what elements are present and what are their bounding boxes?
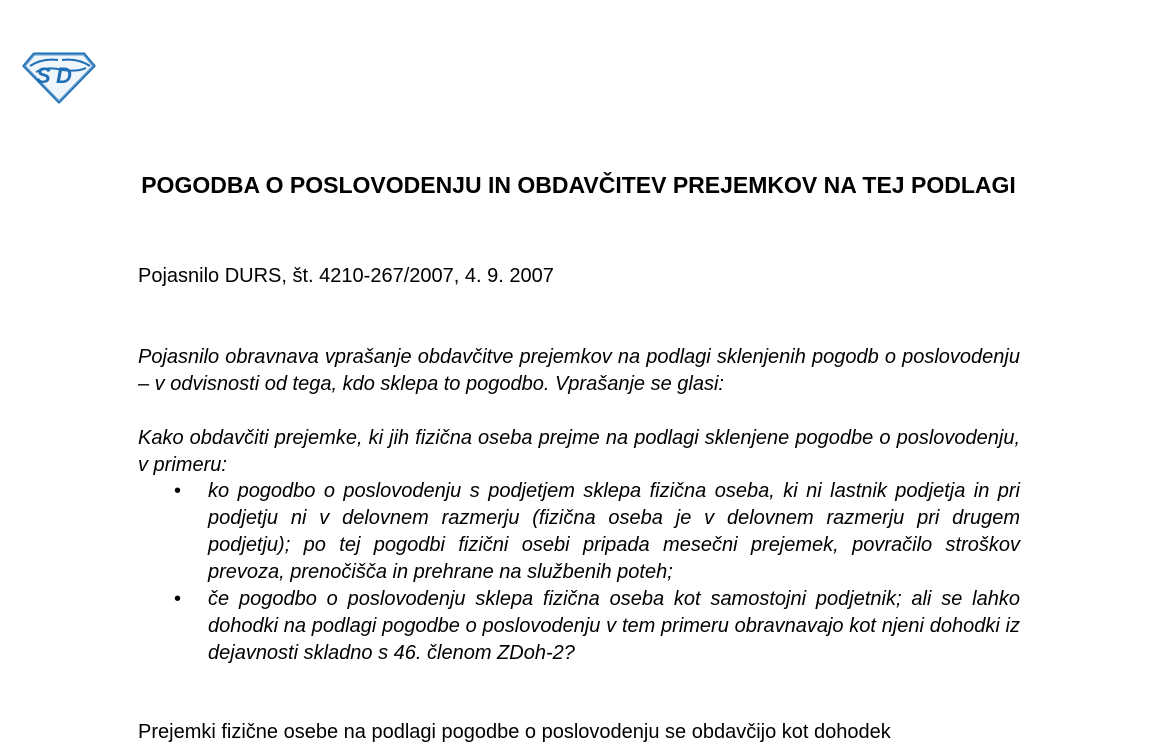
- document-title: POGODBA O POSLOVODENJU IN OBDAVČITEV PREJEMKOV NA TEJ PODLAGI: [141, 172, 1016, 198]
- bullet-icon: •: [174, 480, 182, 502]
- list-item: [174, 586, 1020, 667]
- answer-paragraph: Prejemki fizične osebe na podlagi pogodbe o poslovodenju se obdavčijo kot dohodek: [138, 721, 891, 743]
- list-item-text: ko pogodbo o poslovodenju s podjetjem sklepa fizična oseba, ki ni lastnik podjetja in pri podjetju ni v delovnem razmerju (fizična oseba je v delovnem razmerju pri drugem podjetju); po tej pogodbi fizični osebi pripada mesečni prejemek, povračilo stroškov prevoza, prenočišča in prehrane na službenih poteh;: [208, 480, 1020, 583]
- document-subtitle: Pojasnilo DURS, št. 4210-267/2007, 4. 9. 2007: [138, 265, 554, 287]
- bullet-icon: •: [174, 588, 182, 610]
- list-item: [174, 478, 1020, 586]
- list-item-text: če pogodbo o poslovodenju sklepa fizična oseba kot samostojni podjetnik; ali se lahko dohodki na podlagi pogodbe o poslovodenju v tem primeru obravnavajo kot njeni dohodki iz dejavnosti skladno s 46. členom ZDoh-2?: [208, 588, 1020, 664]
- svg-text:S: S: [36, 63, 51, 88]
- question-paragraph: Kako obdavčiti prejemke, ki jih fizična oseba prejme na podlagi sklenjene pogodbe o poslovodenju, v primeru:: [138, 427, 1020, 476]
- intro-paragraph: Pojasnilo obravnava vprašanje obdavčitve prejemkov na podlagi sklenjenih pogodb o poslovodenju – v odvisnosti od tega, kdo sklepa to pogodbo. Vprašanje se glasi:: [138, 346, 1020, 395]
- sd-diamond-logo-icon: [22, 48, 96, 104]
- svg-text:D: D: [56, 63, 72, 88]
- question-bullet-list: [174, 478, 1020, 667]
